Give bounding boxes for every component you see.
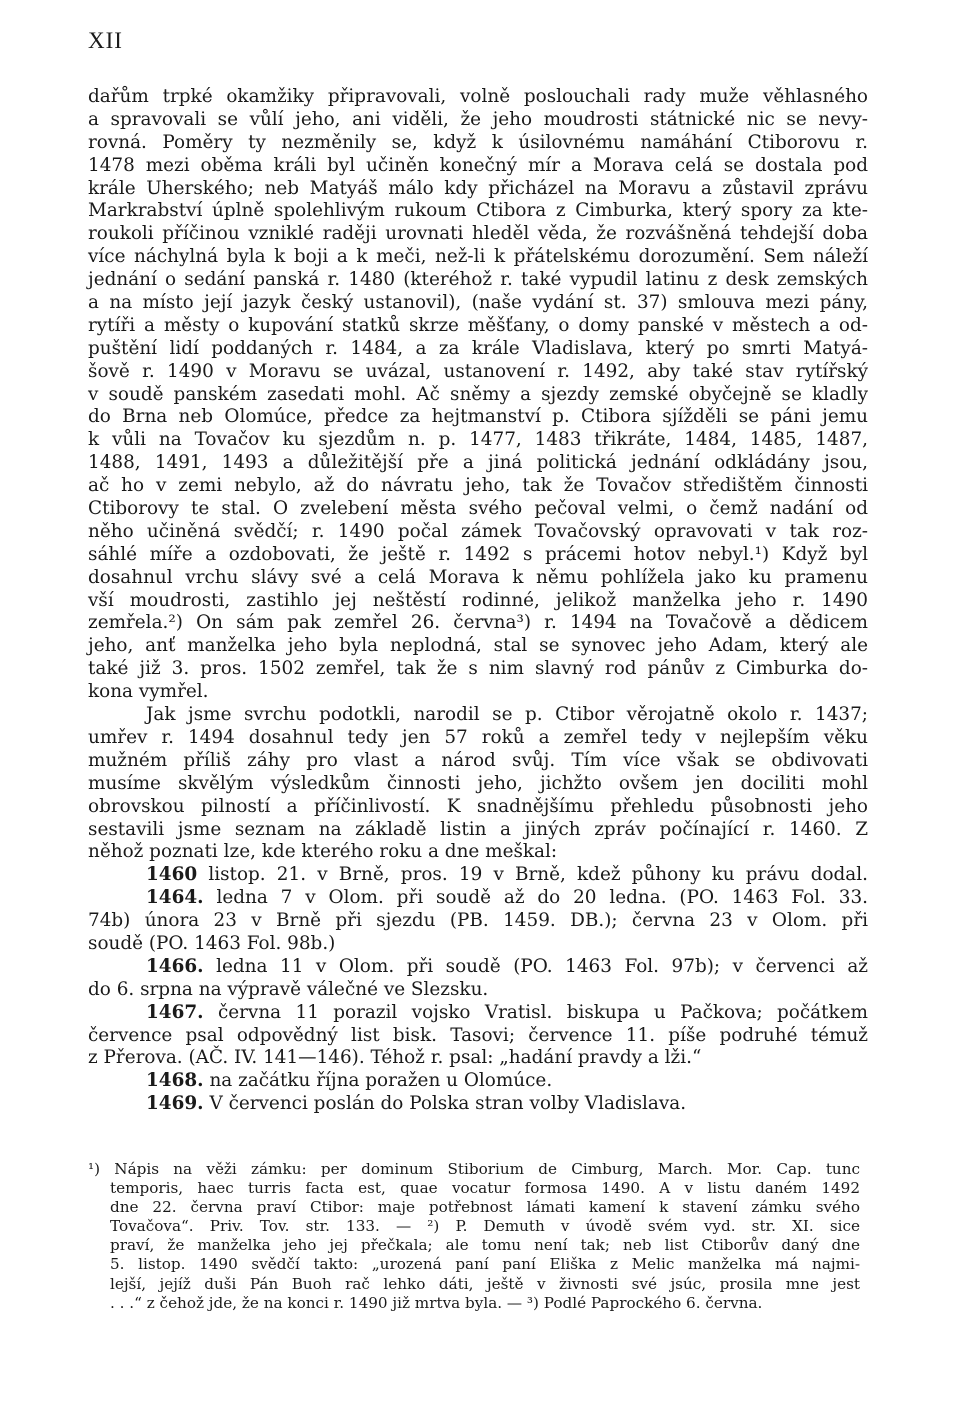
line-text: rovná. Poměry ty nezměnily se, když k úsilovnému namáhání Ctiborovu r. — [88, 131, 868, 153]
text-line — [88, 200, 868, 223]
text-line — [88, 1070, 868, 1093]
line-text: dosahnul vrchu slávy své a celá Morava k němu pohlížela jako ku pramenu — [88, 566, 868, 588]
text-line — [88, 1025, 868, 1048]
text-line — [88, 979, 868, 1002]
footnote-line: lejší, jejíž duši Pán Buoh rač lehko dáti, ještě v živnosti své jsúc, prosila mne jest — [110, 1274, 860, 1293]
text-line — [88, 841, 868, 864]
text-line — [88, 544, 868, 567]
text-line — [88, 933, 868, 956]
line-text: k vůli na Tovačov ku sjezdům n. p. 1477, 1483 třikráte, 1484, 1485, 1487, — [88, 429, 868, 451]
text-line — [88, 338, 868, 361]
line-text: sestavili jsme seznam na základě listin a jiných zpráv počínající r. 1460. Z — [88, 818, 868, 840]
line-text: 1478 mezi oběma králi byl učiněn konečný mír a Morava celá se dostala pod — [88, 154, 868, 176]
line-text: do Brna neb Olomúce, předce za hejtmanství p. Ctibora sjížděli se páni jemu — [88, 406, 868, 428]
footnote-line: 5. listop. 1490 svědčí takto: „urozená paní paní Eliška z Melic manželka má najmi- — [110, 1255, 860, 1274]
line-text: něhož poznati lze, kde kterého roku a dne meškal: — [88, 841, 558, 863]
footnote-line: dne 22. června praví Ctibor: maje potřebnost lámati kamení k stavení zámku svého — [110, 1198, 860, 1217]
line-text: puštění lidí poddaných r. 1484, a za krále Vladislava, který po smrti Matyá- — [88, 337, 868, 359]
text-line — [88, 796, 868, 819]
line-text: a na místo její jazyk český ustanovil), (naše vydání st. 37) smlouva mezi pány, — [88, 292, 868, 314]
text-line — [88, 292, 868, 315]
footnote-line: ¹) Nápis na věži zámku: per dominum Stiborium de Cimburg, March. Mor. Cap. tunc — [88, 1160, 860, 1178]
text-line — [88, 384, 868, 407]
line-text: 1488, 1491, 1493 a důležitější pře a jiná politická jednání odkládány jsou, — [88, 452, 868, 474]
line-text: 74b) února 23 v Brně při sjezdu (PB. 1459. DB.); června 23 v Olom. při — [88, 910, 868, 932]
text-line — [88, 956, 868, 979]
line-text: obrovskou pilností a příčinlivostí. K snadnějšímu přehledu působnosti jeho — [88, 795, 868, 817]
line-text: června 11 porazil vojsko Vratisl. biskupa u Pačkova; počátkem — [203, 1001, 868, 1023]
line-text: soudě (PO. 1463 Fol. 98b.) — [88, 932, 336, 954]
line-text: ledna 7 v Olom. při soudě až do 20 ledna. (PO. 1463 Fol. 33. — [203, 887, 868, 909]
footnote-line: praví, že manželka jeho jej přečkala; ale tomu není tak; neb list Ctiborův daný dne — [110, 1236, 860, 1255]
line-text: Markrabství úplně spolehlivým rukoum Ctibora z Cimburka, který spory za kte- — [88, 200, 868, 222]
footnotes — [88, 1160, 860, 1313]
year-heading: 1469. — [146, 1093, 204, 1115]
line-text: sáhlé míře a ozdobovati, že ještě r. 1492 s prácemi hotov nebyl.¹) Když byl — [88, 543, 868, 565]
text-line — [88, 567, 868, 590]
line-text: jednání o sedání panská r. 1480 (kteréhož r. také vypudil latinu z desk zemských — [88, 269, 868, 291]
text-line — [88, 361, 868, 384]
line-text: rytíři a městy o kupování statků skrze měšťany, o domy panské v městech a od- — [88, 314, 868, 336]
text-line — [88, 750, 868, 773]
text-line — [88, 155, 868, 178]
line-text: roukoli příčinou vzniklé raději urovnati hleděl věda, že rozvášněná tehdejší doba — [88, 223, 868, 245]
text-line — [88, 864, 868, 887]
text-line — [88, 498, 868, 521]
line-text: z Přerova. (AČ. IV. 141—146). Téhož r. psal: „hadání pravdy a lži.“ — [88, 1047, 702, 1069]
text-line — [88, 910, 868, 933]
footnote-line: Tovačova“. Priv. Tov. str. 133. — ²) P. Demuth v úvodě svém vyd. str. XI. sice — [110, 1217, 860, 1236]
footnote-line: temporis, haec turris facta est, quae vocatur formosa 1490. A v listu daném 1492 — [110, 1179, 860, 1198]
text-line — [88, 681, 868, 704]
line-text: a spravovali se vůlí jeho, ani viděli, že jeho moudrosti státnické nic se nevy- — [88, 108, 868, 130]
text-line — [88, 223, 868, 246]
text-line — [88, 590, 868, 613]
line-text: Jak jsme svrchu podotkli, narodil se p. Ctibor věrojatně okolo r. 1437; — [146, 704, 868, 726]
year-heading: 1466. — [146, 955, 204, 977]
text-line — [88, 269, 868, 292]
text-line — [88, 521, 868, 544]
line-text: zemřela.²) On sám pak zemřel 26. června³) r. 1494 na Tovačově a dědicem — [88, 612, 868, 634]
text-line — [88, 1002, 868, 1025]
line-text: kona vymřel. — [88, 681, 209, 703]
page-number: XII — [88, 28, 123, 53]
text-line — [88, 406, 868, 429]
text-line — [88, 1047, 868, 1070]
line-text: ač ho v zemi nebylo, až do návratu jeho, tak že Tovačov středištěm činnosti — [88, 475, 868, 497]
line-text: ledna 11 v Olom. při soudě (PO. 1463 Fol. 97b); v červenci až — [203, 955, 868, 977]
line-text: více náchylná byla k boji a k meči, než-li k přátelskému dorozumění. Sem náleží — [88, 246, 868, 268]
line-text: Ctiborovy te stal. O zvelebení města svého pečoval velmi, o čemž nadání od — [88, 498, 868, 520]
line-text: umřev r. 1494 dosahnul tedy jen 57 roků a zemřel tedy v nejlepším věku — [88, 726, 868, 748]
line-text: dařům trpké okamžiky připravovali, volně poslouchali rady muže věhlasného — [88, 86, 868, 107]
line-text: mužném příliš záhy pro vlast a národ svůj. Tím více však se obdivovati — [88, 749, 868, 771]
year-heading: 1468. — [146, 1070, 204, 1092]
text-line — [88, 819, 868, 842]
line-text: jeho, anť manželka jeho byla neplodná, stal se synovec jeho Adam, který ale — [88, 635, 868, 657]
text-line — [88, 704, 868, 727]
text-line — [88, 612, 868, 635]
line-text: v soudě panském zasedati mohl. Ač sněmy a sjezdy zemské obyčejně se kladly — [88, 383, 868, 405]
text-line — [88, 315, 868, 338]
text-line — [88, 635, 868, 658]
line-text: šově r. 1490 v Moravu se uvázal, ustanovení r. 1492, aby také stav rytířský — [88, 360, 868, 382]
year-heading: 1467. — [146, 1001, 204, 1023]
line-text: na začátku října poražen u Olomúce. — [203, 1070, 553, 1092]
line-text: musíme skvělým výsledkům činnosti jeho, jichžto ovšem jen dociliti mohl — [88, 772, 868, 794]
line-text: něho učiněná svědčí; r. 1490 počal zámek Tovačovský opravovati v tak roz- — [88, 520, 868, 542]
line-text: také již 3. pros. 1502 zemřel, tak že s nim slavný rod pánův z Cimburka do- — [88, 658, 868, 680]
line-text: vší moudrosti, zastihlo jej neštěstí rodinné, jelikož manželka jeho r. 1490 — [88, 589, 868, 611]
text-line — [88, 86, 868, 109]
text-line — [88, 429, 868, 452]
text-line — [88, 887, 868, 910]
text-line — [88, 773, 868, 796]
text-line — [88, 475, 868, 498]
text-line — [88, 658, 868, 681]
text-line — [88, 727, 868, 750]
text-line — [88, 109, 868, 132]
text-line — [88, 132, 868, 155]
text-line — [88, 1093, 868, 1116]
text-line — [88, 178, 868, 201]
line-text: krále Uherského; neb Matyáš málo kdy přicházel na Moravu a zůstavil zprávu — [88, 177, 868, 199]
year-heading: 1460 — [146, 864, 198, 886]
body-text — [88, 86, 868, 1116]
text-line — [88, 246, 868, 269]
footnote-line: . . .“ z čehož jde, že na konci r. 1490 již mrtva byla. — ³) Podlé Paprockého 6. června. — [110, 1293, 763, 1312]
line-text: V červenci poslán do Polska stran volby Vladislava. — [203, 1093, 687, 1115]
line-text: listop. 21. v Brně, pros. 19 v Brně, kdež půhony ku právu dodal. — [197, 864, 868, 886]
line-text: do 6. srpna na výpravě válečné ve Slezsku. — [88, 978, 489, 1000]
text-line — [88, 452, 868, 475]
line-text: července psal odpovědný list bisk. Tasovi; července 11. píše podruhé témuž — [88, 1024, 868, 1046]
year-heading: 1464. — [146, 887, 204, 909]
